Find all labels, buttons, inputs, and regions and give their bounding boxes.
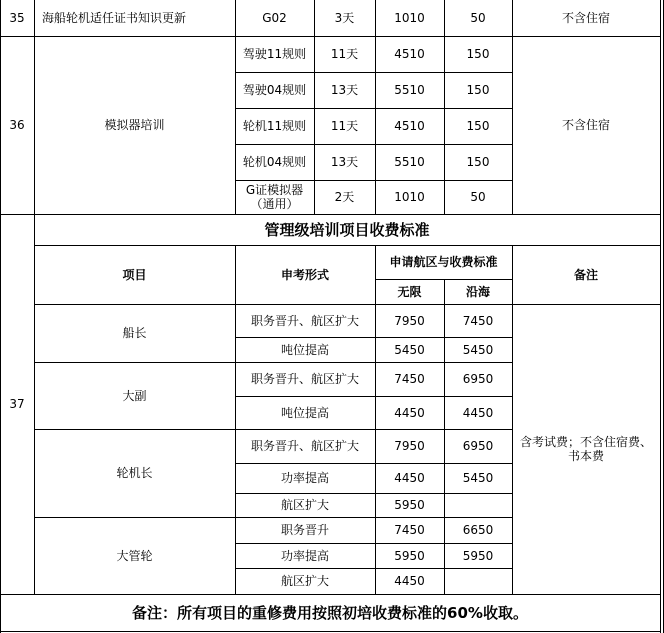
footer-border [0, 594, 661, 595]
grid-line [235, 144, 513, 145]
rank-name: 船长 [122, 326, 147, 340]
sim-course-code: 驾驶04规则 [242, 83, 307, 97]
course-code: G02 [262, 11, 287, 25]
fee-coastal: 4450 [462, 405, 494, 420]
sim-course-code: 驾驶11规则 [242, 47, 307, 61]
fee-coastal: 6950 [462, 372, 494, 386]
sim-course-extra-fee: 150 [466, 83, 490, 97]
row-number: 36 [9, 118, 25, 132]
row-number: 35 [9, 11, 25, 25]
grid-line [34, 362, 513, 363]
exam-form: 功率提高 [280, 471, 329, 485]
sim-course-fee: 1010 [394, 190, 425, 204]
rank-name: 轮机长 [116, 466, 153, 480]
exam-form: 职务晋升 [280, 523, 329, 537]
row-number: 37 [9, 397, 25, 411]
grid-line [34, 245, 661, 246]
sim-course-days: 11天 [330, 119, 359, 133]
fee-unlimited: 4450 [394, 405, 425, 420]
fee-coastal: 5450 [462, 471, 494, 485]
course-remark: 不含住宿 [561, 118, 610, 132]
grid-line [235, 108, 513, 109]
grid-line [235, 337, 513, 338]
sim-course-code: 轮机04规则 [242, 155, 307, 169]
course-name: 海船轮机适任证书知识更新 [42, 11, 187, 25]
sim-course-fee: 5510 [394, 83, 425, 97]
grid-line [235, 493, 513, 494]
grid-line [375, 0, 376, 215]
course-name: 模拟器培训 [104, 118, 165, 132]
header-coastal: 沿海 [465, 284, 490, 299]
fee-unlimited: 7450 [394, 372, 425, 386]
grid-line [235, 543, 513, 544]
sim-course-extra-fee: 50 [470, 190, 486, 204]
fee-coastal [444, 568, 512, 594]
table-border-left [0, 0, 1, 633]
sim-course-fee: 4510 [394, 47, 425, 61]
grid-line [235, 72, 513, 73]
exam-form: 职务晋升、航区扩大 [250, 439, 359, 453]
sim-course-code: G证模拟器 （通用） [245, 183, 304, 211]
grid-line [444, 0, 445, 215]
fee-unlimited: 5950 [394, 548, 425, 563]
fee-coastal: 5450 [462, 342, 494, 357]
sim-course-days: 13天 [330, 83, 359, 97]
grid-line [34, 0, 35, 215]
course-remark: 不含住宿 [561, 11, 610, 25]
grid-line [235, 180, 513, 181]
sim-course-extra-fee: 150 [466, 155, 490, 169]
exam-form: 吨位提高 [280, 405, 329, 420]
fee-unlimited: 7950 [394, 439, 425, 453]
fee-coastal [444, 493, 512, 517]
grid-line [235, 568, 513, 569]
grid-line [314, 0, 315, 215]
exam-form: 航区扩大 [280, 574, 329, 588]
sim-course-extra-fee: 150 [466, 119, 490, 133]
header-item: 项目 [122, 267, 147, 282]
fee-unlimited: 5950 [394, 498, 425, 512]
grid-line [34, 214, 35, 595]
exam-form: 职务晋升、航区扩大 [250, 372, 359, 386]
footer-note: 备注：所有项目的重修费用按照初培收费标准的60%收取。 [132, 604, 528, 622]
mgmt-remark: 含考试费；不含住宿费、 书本费 [519, 435, 652, 463]
course-fee: 1010 [394, 11, 425, 25]
rank-name: 大副 [122, 388, 147, 403]
exam-form: 航区扩大 [280, 498, 329, 512]
grid-line [235, 396, 513, 397]
fee-coastal: 5950 [462, 548, 494, 563]
fee-coastal: 6950 [462, 439, 494, 453]
fee-unlimited: 4450 [394, 471, 425, 485]
course-extra-fee: 50 [470, 11, 486, 25]
fee-coastal: 6650 [462, 523, 494, 537]
header-form: 申考形式 [280, 267, 329, 282]
grid-line [34, 304, 661, 305]
table-border-right [660, 0, 661, 633]
fee-unlimited: 7950 [394, 313, 425, 328]
fee-unlimited: 7450 [394, 523, 425, 537]
sim-course-days: 2天 [334, 190, 355, 204]
rank-name: 大管轮 [116, 548, 153, 563]
exam-form: 功率提高 [280, 548, 329, 563]
sim-course-fee: 5510 [394, 155, 425, 169]
fee-unlimited: 5450 [394, 342, 425, 357]
sim-course-extra-fee: 150 [466, 47, 490, 61]
section-title: 管理级培训项目收费标准 [264, 220, 430, 239]
fee-unlimited: 4450 [394, 574, 425, 588]
sim-course-days: 11天 [330, 47, 359, 61]
grid-line [0, 36, 661, 37]
course-days: 3天 [334, 11, 355, 25]
exam-form: 职务晋升、航区扩大 [250, 313, 359, 328]
grid-line [34, 517, 513, 518]
grid-line [235, 463, 513, 464]
grid-line [512, 0, 513, 215]
sim-course-days: 13天 [330, 155, 359, 169]
grid-line [34, 429, 513, 430]
header-unlimited: 无限 [397, 284, 422, 299]
exam-form: 吨位提高 [280, 342, 329, 357]
sim-course-fee: 4510 [394, 119, 425, 133]
grid-line [444, 279, 445, 595]
sim-course-code: 轮机11规则 [242, 119, 307, 133]
grid-line [235, 0, 236, 215]
grid-line [0, 214, 661, 215]
header-area: 申请航区与收费标准 [389, 255, 498, 269]
header-remark: 备注 [573, 267, 598, 282]
fee-coastal: 7450 [462, 313, 494, 328]
